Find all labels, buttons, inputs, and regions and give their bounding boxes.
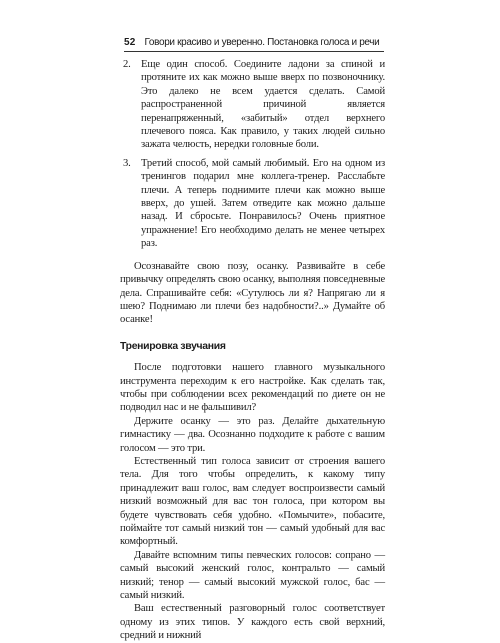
list-item-number: 2. bbox=[123, 59, 131, 70]
exercise-list bbox=[120, 58, 385, 251]
posture-paragraph: Осознавайте свою позу, осанку. Развивайте в себе привычку определять свою осанку, выполняя повседневные дела. Спрашивайте себя: «Сутулюсь ли я? Напрягаю ли я шею? Поднимаю ли плечи без надобности?..» Думайте об осанке! bbox=[120, 260, 385, 326]
body-paragraph: Естественный тип голоса зависит от строения вашего тела. Для того чтобы определить, к какому типу принадлежит ваш голос, вам следует воспроизвести самый низкий возможный для вас тон голоса, при котором вы будете чувствовать себя удобно. «Помычите», побасите, поймайте тот самый низкий тон — самый удобный для вас комфортный. bbox=[120, 455, 385, 548]
list-item-number: 3. bbox=[123, 157, 131, 169]
body-paragraph: Ваш естественный разговорный голос соответствует одному из этих типов. У каждого есть свой верхний, средний и нижний bbox=[120, 603, 385, 642]
list-item bbox=[120, 157, 385, 251]
body-paragraph: Держите осанку — это раз. Делайте дыхательную гимнастику — два. Осознанно подходите к работе с вашим голосом — это три. bbox=[120, 415, 385, 454]
body-paragraph: После подготовки нашего главного музыкального инструмента переходим к его настройке. Как сделать так, чтобы при соблюдении всех рекомендаций по диете он не подводил нас и не фальшивил? bbox=[120, 362, 385, 414]
header-rule bbox=[124, 51, 384, 52]
list-item-text: Еще один способ. Соедините ладони за спиной и протяните их как можно выше вверх по позвоночнику. Это далеко не всем удается сделать. Самой распространенной причиной является перенапряженный, «забитый» отдел верхнего плечевого пояса. Как правило, у таких людей сильно зажата челюсть, нередки головные боли. bbox=[141, 59, 385, 151]
section-heading: Тренировка звучания bbox=[120, 340, 226, 352]
page-number: 52 bbox=[124, 36, 136, 48]
running-title: Говори красиво и уверенно. Постановка голоса и речи bbox=[144, 36, 380, 48]
running-head bbox=[124, 32, 384, 52]
list-item bbox=[120, 58, 385, 152]
page-body bbox=[120, 58, 385, 643]
body-paragraph: Давайте вспомним типы певческих голосов: сопрано — самый высокий женский голос, контральто — самый низкий; тенор — самый высокий мужской голос, бас — самый низкий. bbox=[120, 549, 385, 602]
list-item-text: Третий способ, мой самый любимый. Его на одном из тренингов подарил мне коллега-тренер. Расслабьте плечи. А теперь поднимите плечи как можно выше вверх, до ушей. Затем отведите как можно дальше назад. И сбросьте. Понравилось? Очень приятное упражнение! Его необходимо делать не менее четырех раз. bbox=[141, 157, 385, 250]
